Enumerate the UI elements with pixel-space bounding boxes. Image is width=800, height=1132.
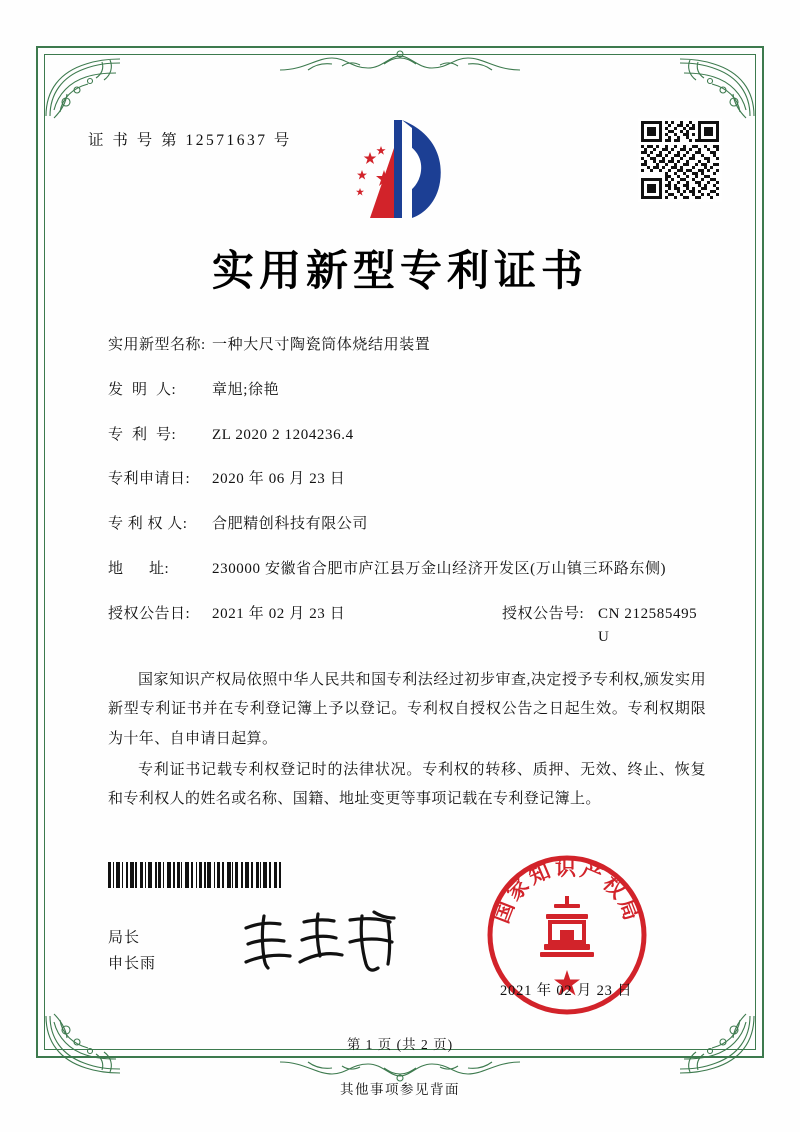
corner-ornament-top-left [40, 50, 126, 122]
field-value: 合肥精创科技有限公司 [212, 516, 369, 532]
legal-text [108, 666, 706, 816]
field-row-utility-model-name [108, 334, 708, 357]
field-label-secondary: 授权公告号: [502, 605, 585, 622]
corner-ornament-top-right [674, 50, 760, 122]
certificate-number: 证 书 号 第 12571637 号 [88, 132, 292, 149]
field-list [108, 334, 708, 671]
field-row-grant-announcement [108, 603, 708, 650]
field-label: 发 明 人: [108, 381, 177, 398]
legal-paragraph-2: 专利证书记载专利权登记时的法律状况。专利权的转移、质押、无效、终止、恢复和专利权人的姓名或名称、国籍、地址变更等事项记载在专利登记簿上。 [108, 761, 706, 807]
field-value: 章旭;徐艳 [212, 381, 280, 398]
page-number: 第 1 页 (共 2 页) [346, 1037, 454, 1052]
field-value: 一种大尺寸陶瓷筒体烧结用装置 [212, 337, 431, 353]
barcode-icon [108, 862, 304, 888]
seal-date: 2021 年 02 月 23 日 [500, 983, 633, 999]
field-label: 实用新型名称: [108, 337, 206, 353]
field-value: 2020 年 06 月 23 日 [212, 471, 346, 488]
field-value: 230000 安徽省合肥市庐江县万金山经济开发区(万山镇三环路东侧) [212, 560, 667, 577]
field-label: 授权公告日: [108, 605, 191, 622]
field-label: 专利申请日: [108, 471, 191, 488]
cnipa-logo-icon [340, 112, 460, 224]
handwritten-signature-icon [238, 906, 418, 976]
field-value: ZL 2020 2 1204236.4 [212, 426, 354, 443]
signature-title: 局长 [108, 930, 141, 946]
signature-block [108, 925, 156, 978]
field-row-patent-number [108, 424, 708, 447]
field-value: 2021 年 02 月 23 日 [212, 605, 346, 622]
qr-code-icon [638, 118, 722, 202]
top-flourish-ornament [280, 44, 520, 84]
field-label: 地 址: [108, 560, 170, 577]
signature-name: 申长雨 [108, 956, 157, 973]
field-label: 专 利 权 人: [108, 516, 188, 532]
field-label: 专 利 号: [108, 426, 177, 443]
field-row-patentee [108, 513, 708, 536]
field-row-application-date [108, 468, 708, 491]
field-row-address [108, 558, 708, 581]
svg-text:国家知识产权局: 国家知识产权局 [488, 855, 646, 927]
legal-paragraph-1: 国家知识产权局依照中华人民共和国专利法经过初步审查,决定授予专利权,颁发实用新型专利证书并在专利登记簿上予以登记。专利权自授权公告之日起生效。专利权期限为十年、自申请日起算。 [108, 672, 706, 747]
field-value-secondary: CN 212585495 U [598, 605, 698, 645]
field-row-inventor [108, 379, 708, 402]
footer-note: 其他事项参见背面 [340, 1082, 460, 1097]
page-title: 实用新型专利证书 [211, 246, 588, 295]
